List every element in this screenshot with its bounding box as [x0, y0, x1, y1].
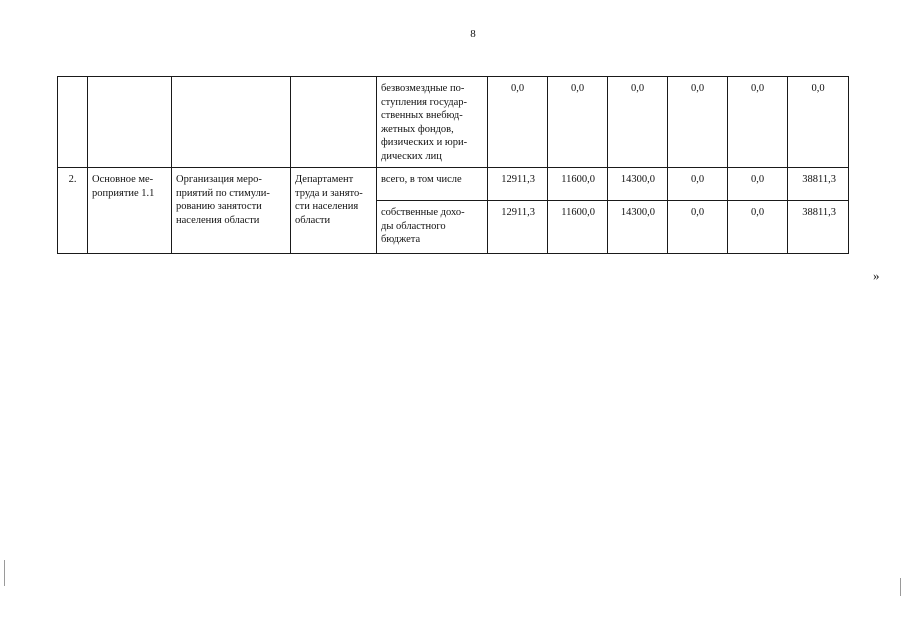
value-cell: 12911,3	[488, 168, 548, 201]
scan-edge-mark	[900, 578, 901, 596]
funding-source-cell: всего, в том числе	[377, 168, 488, 201]
funding-source-cell: собственные дохо- ды областного бюджета	[377, 201, 488, 254]
value-cell: 0,0	[668, 201, 728, 254]
value-cell: 14300,0	[608, 168, 668, 201]
value-cell: 0,0	[728, 168, 788, 201]
content-cell: Организация меро- приятий по стимули- рованию занятости населения области	[172, 168, 291, 254]
scan-edge-mark	[4, 560, 5, 586]
value-cell: 14300,0	[608, 201, 668, 254]
value-cell: 0,0	[668, 168, 728, 201]
value-cell: 38811,3	[788, 168, 849, 201]
value-cell: 38811,3	[788, 201, 849, 254]
value-cell: 12911,3	[488, 201, 548, 254]
row-number-cell	[58, 77, 88, 168]
page-number: 8	[470, 28, 476, 40]
executor-cell: Департамент труда и занято- сти населения области	[291, 168, 377, 254]
row-number-cell: 2.	[58, 168, 88, 254]
value-cell: 0,0	[668, 77, 728, 168]
table-row	[58, 77, 849, 168]
value-cell: 11600,0	[548, 201, 608, 254]
value-cell: 0,0	[488, 77, 548, 168]
continuation-mark: »	[873, 268, 880, 283]
value-cell: 0,0	[728, 77, 788, 168]
table-row	[58, 168, 849, 201]
value-cell: 0,0	[788, 77, 849, 168]
event-cell: Основное ме- роприятие 1.1	[88, 168, 172, 254]
executor-cell	[291, 77, 377, 168]
value-cell: 0,0	[548, 77, 608, 168]
value-cell: 0,0	[608, 77, 668, 168]
event-cell	[88, 77, 172, 168]
funding-source-cell: безвозмездные по- ступления государ- ственных внебюд- жетных фондов, физических и юри- дических лиц	[377, 77, 488, 168]
budget-table	[57, 76, 849, 254]
content-cell	[172, 77, 291, 168]
value-cell: 0,0	[728, 201, 788, 254]
value-cell: 11600,0	[548, 168, 608, 201]
